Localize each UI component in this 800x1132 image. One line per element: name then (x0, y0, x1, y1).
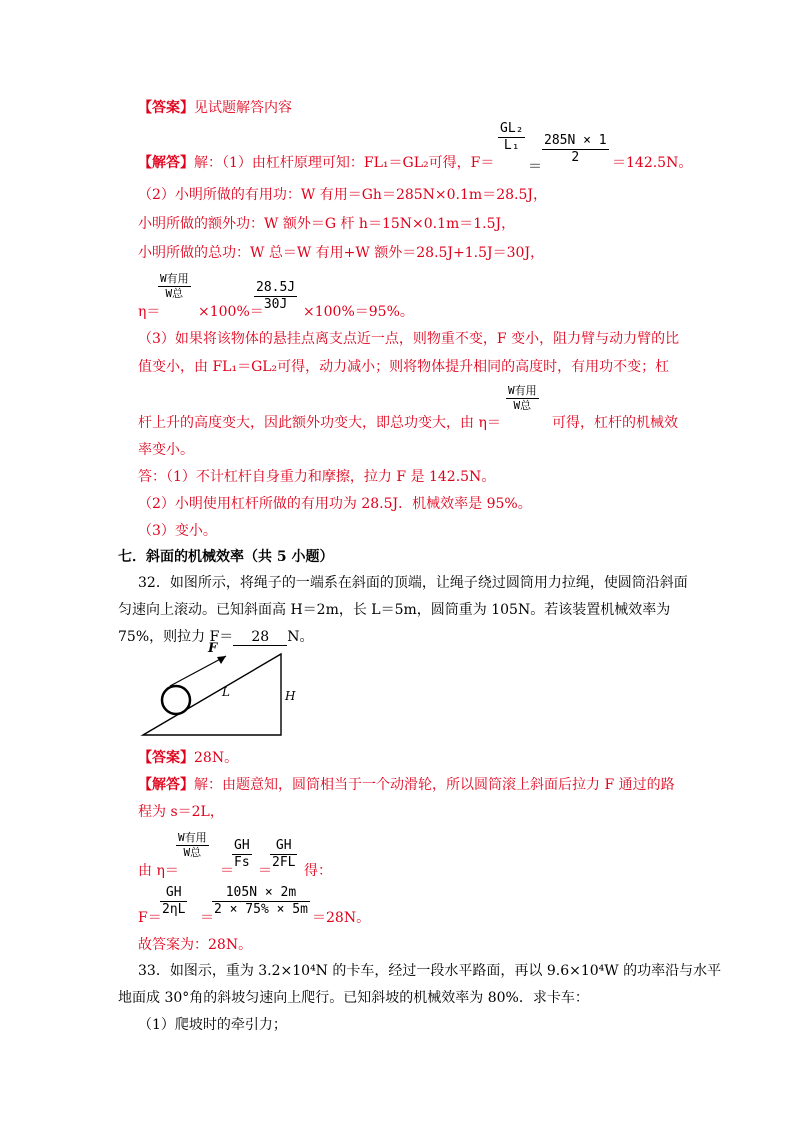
fraction-numerator: 105N × 2m (225, 885, 297, 900)
answer-tag: 【答案】 (138, 100, 194, 116)
eta-mid: ×100%＝ (198, 304, 264, 320)
q32-line-2: 匀速向上滚动。已知斜面高 H＝2m，长 L＝5m，圆筒重为 105N。若该装置机械效率为 (118, 602, 671, 618)
fraction-105-calc (212, 885, 310, 918)
solution-text: 解：由题意知，圆筒相当于一个动滑轮，所以圆筒滚上斜面后拉力 F 通过的路 (194, 777, 675, 793)
force-label: F (208, 642, 218, 656)
q33-line-1: 33．如图示，重为 3.2×10⁴N 的卡车，经过一段水平路面，再以 9.6×10⁴W 的功率沿与水平 (138, 963, 722, 979)
fraction-denominator: 2ηL (162, 902, 186, 917)
fraction-w-useful-w-total (158, 272, 191, 301)
length-label: L (222, 685, 230, 699)
fraction-numerator: GH (165, 885, 182, 900)
height-label: H (285, 689, 296, 703)
fraction-285-2 (542, 133, 609, 166)
solution-line-4: 小明所做的总功：W 总＝W 有用+W 额外＝28.5J+1.5J＝30J， (138, 245, 545, 261)
q32-f-result: ＝28N。 (312, 910, 371, 926)
fraction-numerator: W有用 (160, 272, 189, 285)
fraction-denominator: W总 (165, 287, 184, 300)
fraction-denominator: 2 × 75% × 5m (214, 902, 308, 917)
fraction-numerator: 285N × 1 (544, 133, 607, 148)
answer-tag: 【答案】 (138, 750, 194, 766)
fraction-numerator: W有用 (508, 384, 537, 397)
para3-line-2: 值变小，由 FL₁＝GL₂可得，动力减小；则将物体提升相同的高度时，有用功不变；杠 (138, 359, 670, 375)
fraction-denominator: W总 (513, 399, 532, 412)
section-heading: 七．斜面的机械效率（共 5 小题） (118, 549, 334, 565)
fraction-gl2-l1 (498, 121, 525, 154)
equals-sign: ＝ (528, 159, 542, 175)
cylinder (162, 686, 190, 714)
q32-line-3b: N。 (287, 629, 314, 645)
q32-solution-1 (138, 774, 675, 794)
answer-line (138, 97, 292, 117)
fraction-denominator: 30J (263, 297, 288, 312)
answer-text: 28N。 (194, 750, 239, 766)
result-text: ＝142.5N。 (612, 155, 693, 171)
answer-blank: 28 (233, 629, 287, 646)
solution-line-1 (138, 152, 494, 172)
answer-summary-2: （2）小明使用杠杆所做的有用功为 28.5J．机械效率是 95%。 (138, 496, 532, 512)
q32-f-prefix: F＝ (138, 910, 162, 926)
fraction-28-5-30 (254, 280, 297, 313)
eta-result: ×100%＝95%。 (303, 304, 414, 320)
para3-line-3a: 杆上升的高度变大，因此额外功变大，即总功变大，由 η＝ (138, 415, 501, 431)
fraction-denominator: L₁ (503, 138, 520, 153)
q32-solution-2: 程为 s＝2L， (138, 804, 224, 820)
fraction-w-useful-w-total (176, 831, 209, 860)
q32-eta-prefix: 由 η＝ (138, 863, 179, 879)
force-arrow-line (170, 656, 226, 686)
q32-line-1: 32．如图所示，将绳子的一端系在斜面的顶端，让绳子绕过圆筒用力拉绳，使圆筒沿斜面 (138, 575, 688, 591)
fraction-denominator: 2FL (272, 855, 296, 870)
fraction-denominator: W总 (183, 846, 202, 859)
equals-sign: ＝ (200, 910, 214, 926)
answer-summary-3: （3）变小。 (138, 523, 217, 539)
equals-sign: ＝ (258, 863, 272, 879)
fraction-gh-2etal (160, 885, 187, 918)
solution-line-3: 小明所做的额外功：W 额外＝G 杆 h＝15N×0.1m＝1.5J， (138, 216, 516, 232)
answer-text: 见试题解答内容 (194, 100, 292, 116)
fraction-numerator: 28.5J (256, 280, 296, 295)
q32-eta-tail: 得： (304, 863, 332, 879)
fraction-efficiency (506, 384, 539, 413)
fraction-numerator: GH (275, 838, 292, 853)
q32-answer (138, 747, 238, 767)
q33-line-3: （1）爬坡时的牵引力； (138, 1017, 287, 1033)
solution-text: 解：（1）由杠杆原理可知：FL₁＝GL₂可得，F＝ (194, 155, 495, 171)
para3-line-3b: 可得，杠杆的机械效 (552, 415, 678, 431)
incline-figure (138, 642, 298, 740)
q32-final-answer: 故答案为：28N。 (138, 937, 253, 953)
fraction-gh-fs (232, 838, 252, 871)
q33-line-2: 地面成 30°角的斜坡匀速向上爬行。已知斜坡的机械效率为 80%．求卡车： (118, 990, 589, 1006)
fraction-numerator: W有用 (178, 831, 207, 844)
eta-prefix: η＝ (138, 304, 161, 320)
solution-tag: 【解答】 (138, 777, 194, 793)
fraction-denominator: 2 (571, 150, 580, 165)
answer-summary-1: 答：（1）不计杠杆自身重力和摩擦，拉力 F 是 142.5N。 (138, 469, 496, 485)
solution-tag: 【解答】 (138, 155, 194, 171)
fraction-gh-2fl (270, 838, 297, 871)
fraction-numerator: GL₂ (500, 121, 524, 136)
fraction-denominator: Fs (234, 855, 250, 870)
equals-sign: ＝ (220, 863, 234, 879)
q32-line-3a: 75%，则拉力 F＝ (118, 629, 234, 645)
fraction-numerator: GH (234, 838, 250, 853)
solution-line-2: （2）小明所做的有用功：W 有用＝Gh＝285N×0.1m＝28.5J， (138, 187, 547, 203)
para3-line-1: （3）如果将该物体的悬挂点离支点近一点，则物重不变，F 变小，阻力臂与动力臂的比 (138, 331, 680, 347)
para3-line-4: 率变小。 (138, 442, 194, 458)
